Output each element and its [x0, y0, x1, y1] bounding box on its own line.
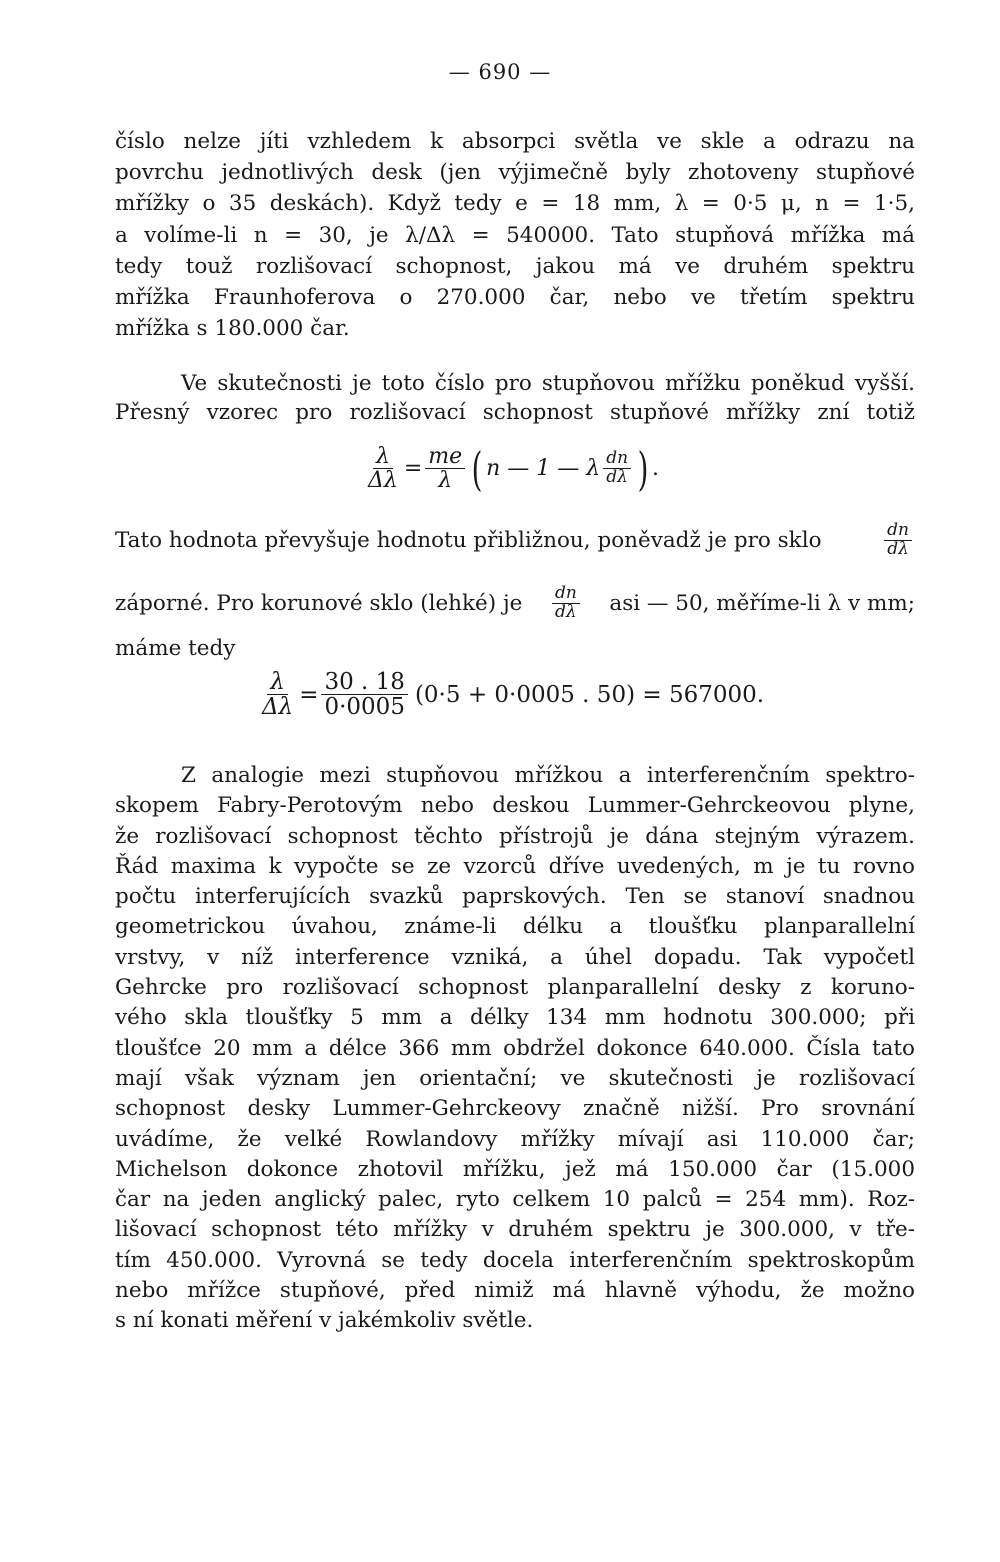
text-line: Michelson dokonce zhotovil mřížku, jež má 150.000 čar (15.000 — [115, 1156, 915, 1182]
text-line: mřížka s 180.000 čar. — [115, 316, 350, 342]
text-segment: záporné. Pro korunové sklo (lehké) je — [115, 590, 523, 616]
formula-inner: n — 1 — λ — [486, 456, 601, 482]
text-line: tedy touž rozlišovací schopnost, jakou má ve druhém spektru — [115, 253, 915, 279]
text-line: tím 450.000. Vyrovná se tedy docela interferenčním spektroskopům — [115, 1247, 915, 1273]
paren-open: ( — [471, 441, 483, 496]
text-line: Řád maxima k vypočte se ze vzorců dříve uvedených, m je tu rovno — [115, 853, 915, 879]
text-line: a volíme-li n = 30, je λ/Δλ = 540000. Tato stupňová mřížka má — [115, 222, 915, 248]
equals-sign: = — [403, 456, 423, 482]
paragraph-3 — [115, 761, 915, 1337]
text-line: počtu interferujících svazků paprskových. Ten se stanoví snadnou — [115, 884, 915, 910]
text-segment: máme tedy — [115, 636, 236, 661]
fraction-dispersion: $\frac{dn}{d\lambda}$ — [603, 450, 631, 487]
text-line: geometrickou úvahou, známe-li délku a tloušťku planparallelní — [115, 914, 915, 940]
text-line: čar na jeden anglický palec, ryto celkem 10 palců = 254 mm). Roz- — [115, 1187, 915, 1213]
text-segment: Tato hodnota převyšuje hodnotu přibližnou, poněvadž je pro sklo — [115, 527, 822, 553]
text-line: uvádíme, že velké Rowlandovy mřížky mívají asi 110.000 čar; — [115, 1126, 915, 1152]
text-line: mají však význam jen orientační; ve skutečnosti je rozlišovací — [115, 1065, 915, 1091]
equals-sign: = — [299, 681, 319, 708]
resolving-power-formula — [362, 441, 660, 496]
text-line: Gehrcke pro rozlišovací schopnost planparallelní desky z koruno- — [115, 975, 915, 1001]
text-line: povrchu jednotlivých desk (jen výjimečně byly zhotoveny stupňové — [115, 160, 915, 186]
formula-rest: (0·5 + 0·0005 . 50) = 567000. — [414, 681, 765, 708]
numeric-formula — [256, 670, 764, 719]
text-line: mřížka Fraunhoferova o 270.000 čar, nebo ve třetím spektru — [115, 284, 915, 310]
fraction-coefficient: $\frac{me}{\lambda}$ — [425, 445, 465, 492]
text-line: Z analogie mezi stupňovou mřížkou a interferenčním spektro- — [181, 763, 915, 788]
text-line-mame-tedy — [115, 636, 235, 661]
text-line: vého skla tloušťky 5 mm a délky 134 mm hodnotu 300.000; při — [115, 1005, 915, 1031]
text-line: Ve skutečnosti je toto číslo pro stupňovou mřížku poněkud vyšší. — [181, 371, 915, 396]
fraction-lhs: $\frac{\lambda}{\Delta\lambda}$ — [368, 444, 398, 494]
text-segment: asi — 50, měříme-li λ v mm; — [609, 590, 915, 616]
paragraph-2 — [115, 369, 915, 427]
fraction-dn-dlambda: $\frac{dn}{d\lambda}$ — [884, 522, 912, 559]
text-line-negative — [115, 585, 915, 622]
text-line: vrstvy, v níž interference vzniká, a úhel dopadu. Tak vypočetl — [115, 944, 915, 970]
text-line: Přesný vzorec pro rozlišovací schopnost stupňové mřížky zní totiž — [115, 400, 915, 425]
paragraph-1 — [115, 126, 915, 344]
fraction-dn-dlambda: $\frac{dn}{d\lambda}$ — [552, 585, 580, 622]
text-line: skopem Fabry-Perotovým nebo deskou Lummer-Gehrckeovou plyne, — [115, 793, 915, 819]
fraction-coefficient: $\frac{30 . 18}{0\cdot 0005}$ — [321, 670, 407, 719]
text-line: schopnost desky Lummer-Gehrckeovy značně nižší. Pro srovnání — [115, 1096, 915, 1122]
page-number: — 690 — — [448, 60, 552, 84]
paren-close: ) — [637, 441, 649, 496]
text-line-value-comparison — [115, 522, 915, 559]
text-line: tloušťce 20 mm a délce 366 mm obdržel dokonce 640.000. Čísla tato — [115, 1035, 915, 1061]
text-line: lišovací schopnost této mřížky v druhém spektru je 300.000, v tře- — [115, 1217, 915, 1243]
text-line: mřížky o 35 deskách). Když tedy e = 18 mm, λ = 0·5 μ, n = 1·5, — [115, 191, 915, 217]
text-line: že rozlišovací schopnost těchto přístrojů je dána stejným výrazem. — [115, 823, 915, 849]
formula-period: . — [652, 456, 660, 482]
text-line: nebo mřížce stupňové, před nimiž má hlavně výhodu, že možno — [115, 1278, 915, 1304]
text-line: s ní konati měření v jakémkoliv světle. — [115, 1308, 534, 1334]
fraction-lhs: $\frac{\lambda}{\Delta\lambda}$ — [262, 669, 294, 721]
text-line: číslo nelze jíti vzhledem k absorpci světla ve skle a odrazu na — [115, 129, 915, 154]
